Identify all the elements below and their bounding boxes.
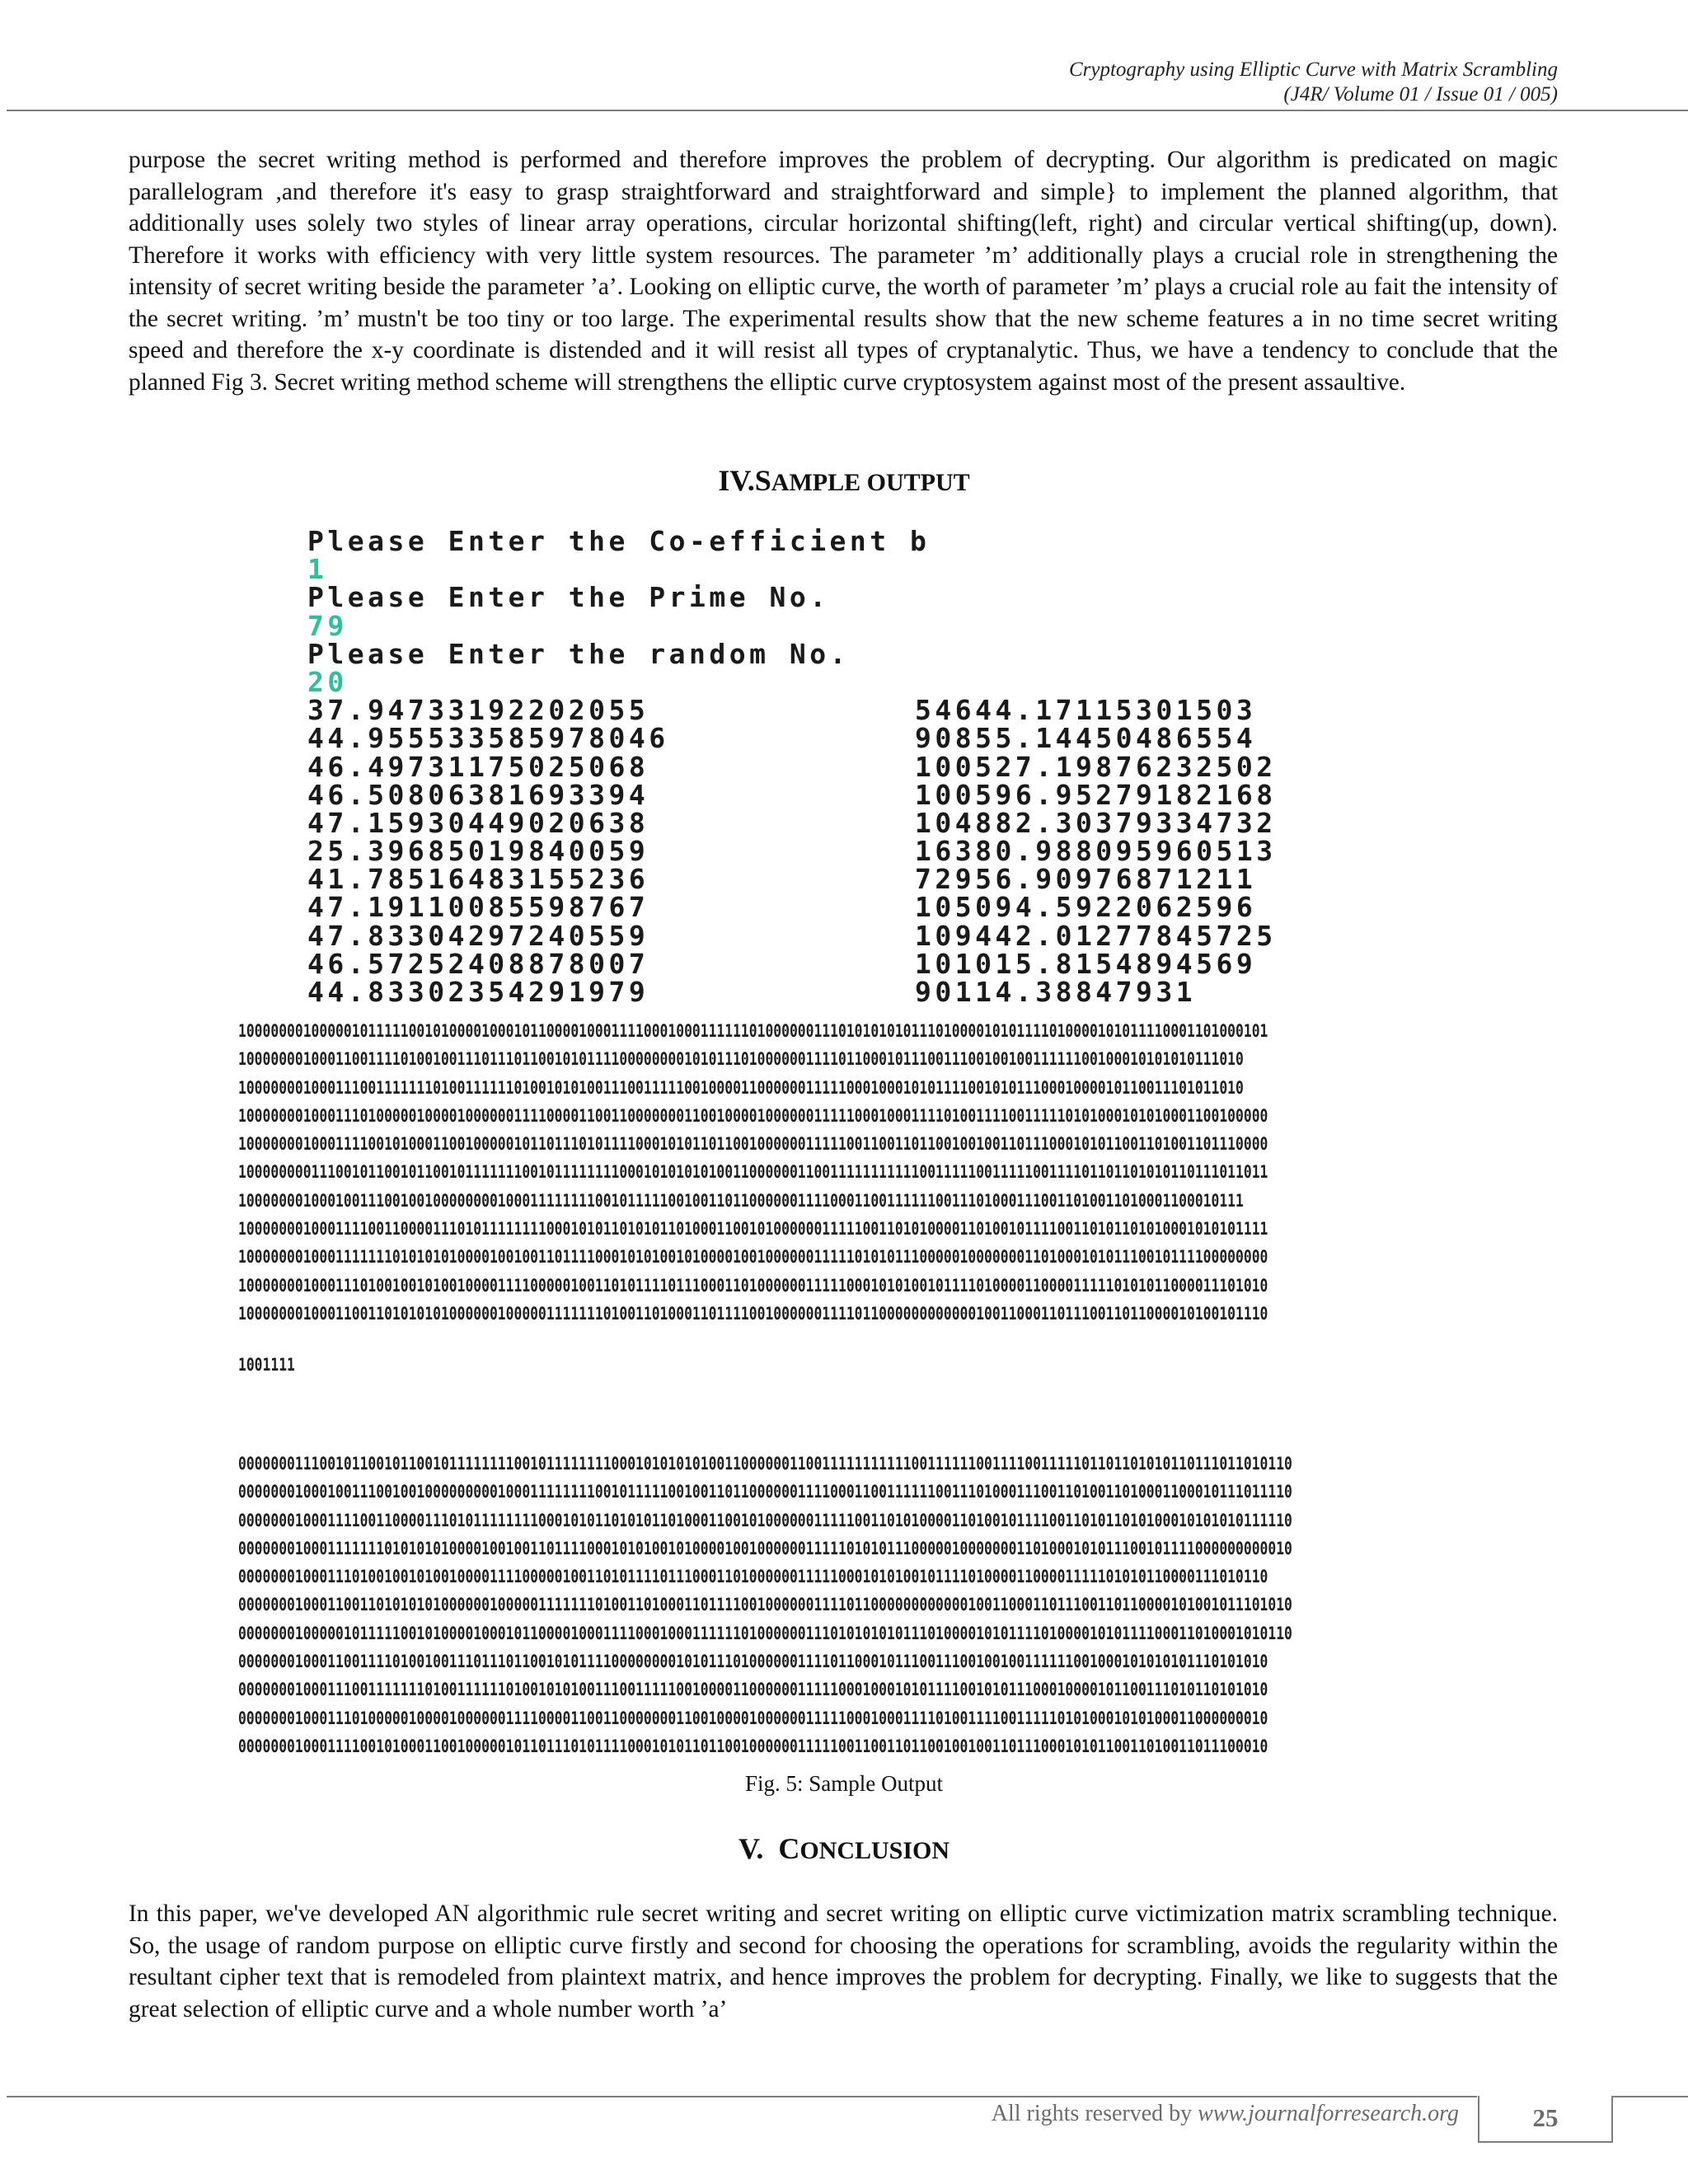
binary-output-block-2 <box>238 1451 1448 1761</box>
binary-line: 1000000010001111001010001100100000101101110101111000101011011001000000111110011001101100100100110111000101011001101001101110000 <box>238 1134 1268 1155</box>
result-x-value: 44.955533585978046 <box>307 722 669 755</box>
binary-output-block-1 <box>238 1018 1448 1329</box>
result-x-value: 47.19110085598767 <box>307 891 649 924</box>
console-result-row <box>307 750 1395 783</box>
result-x-value: 46.57252408878007 <box>307 947 649 980</box>
footer-rights <box>948 2100 1459 2128</box>
result-x-value: 44.83302354291979 <box>307 976 649 1008</box>
page-number: 25 <box>1532 2103 1559 2132</box>
result-y-value: 101015.8154894569 <box>915 947 1257 980</box>
result-x-value: 37.94733192202055 <box>307 694 649 727</box>
binary-line: 0000000100011110011000011101011111111000101011010101101000110010100000011111001101010000110100101111001101011010100010101010111110 <box>238 1510 1292 1531</box>
section-title-initial: C <box>778 1832 800 1865</box>
binary-line: 1000000010000010111110010100001000101100001000111100010001111110100000011101010101011101000010101111010000101011110001101000101 <box>238 1021 1268 1042</box>
result-x-value: 47.83304297240559 <box>307 919 649 952</box>
console-result-rows <box>307 696 1395 1006</box>
binary-line: 1000000010001110100100101001000011110000010011010111101110001101000000111110001010100101111010000110000111110101011000011101010 <box>238 1275 1268 1296</box>
console-result-row <box>307 919 1395 952</box>
result-x-value: 41.78516483155236 <box>307 863 649 896</box>
section-heading-sample-output <box>0 463 1688 498</box>
conclusion-paragraph: In this paper, we've developed AN algorithmic rule secret writing and secret writing on elliptic curve victimization matrix scrambling technique. So, the usage of random purpose on elliptic curve firstly and second for choosing the operations for scrambling, avoids the regularity within the resultant cipher text that is remodeled from plaintext matrix, and hence improves the problem for decrypting. Finally, we like to suggests that the great selection of elliptic curve and a whole number worth ’a’ <box>129 1900 1558 2022</box>
sample-output-figure <box>235 527 1451 1764</box>
console-input-coefficient: 1 <box>307 553 328 586</box>
binary-line: 0000000100011001111010010011101110110010101111000000001010111010000001111011000101110011100100100111111001000101010101110101010 <box>238 1652 1268 1673</box>
result-y-value: 90855.14450486554 <box>915 722 1257 755</box>
binary-line: 0000000100010011100100100000000010001111111100101111100100110110000001111000110011111100111010001110011010011010001100010111011110 <box>238 1482 1292 1503</box>
figure-caption: Fig. 5: Sample Output <box>744 1771 943 1796</box>
console-result-row <box>307 778 1395 811</box>
binary-line: 0000000100011101001001010010000111100000100110101111011100011010000001111100010101001011110100001100001111101010110000111010110 <box>238 1567 1268 1588</box>
section-title-rest: AMPLE OUTPUT <box>771 469 970 496</box>
result-y-value: 16380.988095960513 <box>915 835 1277 868</box>
section-title-initial: S <box>754 464 771 497</box>
console-prompt-prime: Please Enter the Prime No. <box>307 581 830 614</box>
binary-line: 0000000100011001101010101000000100000111111101001101000110111100100000011110110000000000001001100011011100110110000101001011101010 <box>238 1595 1292 1616</box>
console-result-row <box>307 806 1395 839</box>
binary-line: 1001111 <box>238 1355 295 1376</box>
binary-line: 0000000100011111110101010100001001001101111000101010010100001001000000111110101011100000100000001101000101011100101111000000000010 <box>238 1538 1292 1559</box>
result-y-value: 54644.17115301503 <box>915 694 1257 727</box>
section-number: V. <box>738 1832 764 1865</box>
binary-line: 1000000010001111111010101010000100100110111100010101001010000100100000011111010101110000010000000110100010101110010111100000000 <box>238 1247 1268 1268</box>
console-result-row <box>307 978 1395 1006</box>
binary-line: 0000000100011101000001000010000001111000011001100000001100100001000000111110001000111101001111001111101010001010100011000000010 <box>238 1708 1268 1729</box>
binary-line: 1000000010001100110101010100000010000011111110100110100011011110010000001111011000000000000100110001101110011011000010100101110 <box>238 1303 1268 1324</box>
binary-line: 0000000111001011001011001011111111001011111111000101010101001100000011001111111111100111111001111001111101101101010110111011010110 <box>238 1454 1292 1474</box>
binary-line: 0000000100000101111100101000010001011000010001111000100011111101000000111010101010111010000101011110100001010111100011010001010110 <box>238 1623 1292 1644</box>
result-x-value: 46.50806381693394 <box>307 778 649 811</box>
footer-rule <box>7 2096 1477 2097</box>
footer-rights-text: All rights reserved by <box>991 2101 1198 2126</box>
running-head-title: Cryptography using Elliptic Curve with Matrix Scrambling <box>1068 59 1558 81</box>
binary-output-block-1-tail <box>238 1352 1448 1380</box>
intro-paragraph: purpose the secret writing method is performed and therefore improves the problem of decrypting. Our algorithm is predicated on magic parallelogram ,and therefore it's easy to grasp straightforward and straightforward and simple} to implement the planned algorithm, that additionally uses solely two styles of linear array operations, circular horizontal shifting(left, right) and circular vertical shifting(up, down). Therefore it works with efficiency with very little system resources. The parameter ’m’ additionally plays a crucial role in strengthening the intensity of secret writing beside the parameter ’a’. Looking on elliptic curve, the worth of parameter ’m’ plays a crucial role au fait the intensity of the secret writing. ’m’ mustn't be too tiny or too large. The experimental results show that the new scheme features a in no time secret writing speed and therefore the x-y coordinate is distended and it will resist all types of cryptanalytic. Thus, we have a tendency to conclude that the planned Fig 3. Secret writing method scheme will strengthens the elliptic curve cryptosystem against most of the present assaultive. <box>129 147 1558 396</box>
console-prompt-coefficient: Please Enter the Co-efficient b <box>307 525 931 557</box>
header-rule <box>7 110 1688 111</box>
result-y-value: 90114.38847931 <box>915 976 1197 1008</box>
console-result-row <box>307 863 1395 896</box>
console-result-row <box>307 694 1395 727</box>
section-title-rest: ONCLUSION <box>799 1837 950 1864</box>
console-result-row <box>307 835 1395 868</box>
running-head <box>1069 58 1558 107</box>
binary-line: 1000000010001111001100001110101111111100010101101010110100011001010000001111100110101000011010010111100110101101010001010101111 <box>238 1219 1268 1240</box>
result-x-value: 47.15930449020638 <box>307 806 649 839</box>
footer-site-link[interactable]: www.journalforresearch.org <box>1198 2101 1459 2126</box>
binary-line: 1000000010001110100000100001000000111100001100110000000110010000100000011111000100011110100111100111110101000101010001100100000 <box>238 1105 1268 1127</box>
result-y-value: 72956.90976871211 <box>915 863 1257 896</box>
result-y-value: 100596.95279182168 <box>915 778 1277 811</box>
console-input-prime: 79 <box>307 609 348 642</box>
result-x-value: 46.49731175025068 <box>307 750 649 783</box>
result-y-value: 105094.5922062596 <box>915 891 1257 924</box>
running-head-journal-ref: (J4R/ Volume 01 / Issue 01 / 005) <box>1283 83 1558 105</box>
binary-line: 1000000001110010110010110010111111100101111111100010101010100110000001100111111111110011111001111100111101101101010110111011011 <box>238 1162 1268 1183</box>
footer-rule-tail <box>1613 2096 1688 2097</box>
binary-line: 0000000100011100111111101001111110100101010011100111110010000110000001111100010001010111100101011100010000101100111010110101010 <box>238 1680 1268 1701</box>
console-result-row <box>307 891 1395 924</box>
binary-line: 1000000010001100111101001001110111011001010111100000000101011101000000111101100010111001110010010011111100100010101010111010 <box>238 1049 1244 1071</box>
binary-line: 0000000100011110010100011001000001011011101011110001010110110010000001111100110011011001001001101110001010110011010011011100010 <box>238 1736 1268 1757</box>
console-result-row <box>307 722 1395 755</box>
section-number: IV. <box>718 464 755 497</box>
console-input-random: 20 <box>307 665 348 698</box>
console-result-row <box>307 947 1395 980</box>
section-heading-conclusion <box>0 1831 1688 1866</box>
console-prompt-random: Please Enter the random No. <box>307 637 850 670</box>
result-y-value: 109442.01277845725 <box>915 919 1277 952</box>
console-output <box>307 527 1395 1006</box>
result-y-value: 104882.30379334732 <box>915 806 1277 839</box>
result-y-value: 100527.19876232502 <box>915 750 1277 783</box>
binary-line: 1000000010001110011111110100111111010010101001110011111001000011000000111110001000101011110010101110001000010110011101011010 <box>238 1077 1244 1099</box>
binary-line: 1000000010001001110010010000000010001111111100101111100100110110000001111000110011111100111010001110011010011010001100010111 <box>238 1190 1244 1212</box>
result-x-value: 25.39685019840059 <box>307 835 649 868</box>
